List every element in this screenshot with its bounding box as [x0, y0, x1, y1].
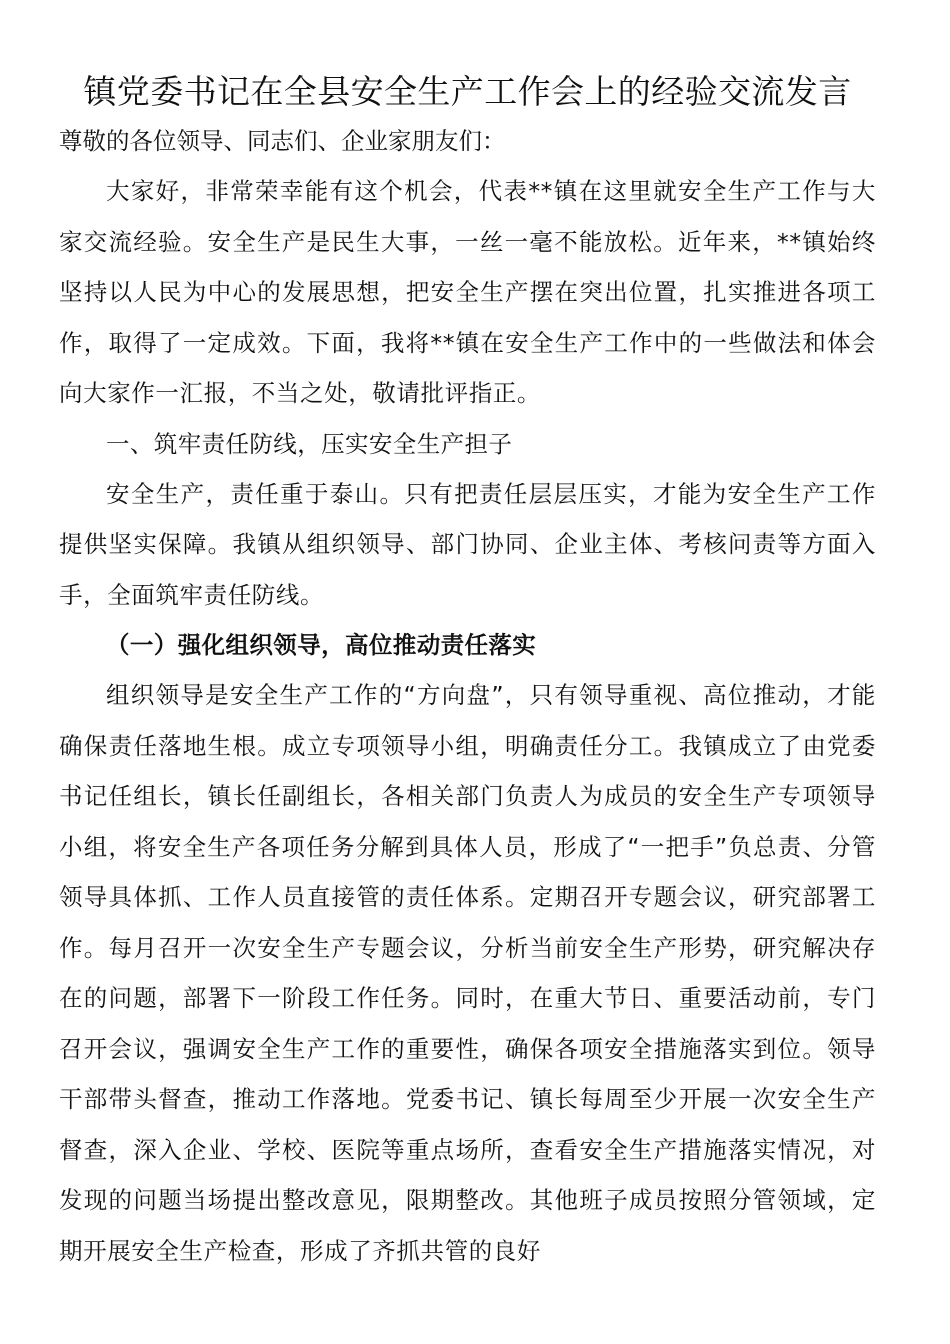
salutation: 尊敬的各位领导、同志们、企业家朋友们：	[59, 127, 506, 155]
section-heading: 一、筑牢责任防线，压实安全生产担子	[106, 429, 513, 458]
subsection-heading: （一）强化组织领导，高位推动责任落实	[106, 631, 537, 659]
intro-paragraph: 大家好，非常荣幸能有这个机会，代表**镇在这里就安全生产工作与大家交流经验。安全生产是民生大事，一丝一毫不能放松。近年来，**镇始终坚持以人民为中心的发展思想，把安全生产摆在突出位置，扎实推进各项工作，取得了一定成效。下面，我将**镇在安全生产工作中的一些做法和体会向大家作一汇报，不当之处，敬请批评指正。	[59, 177, 876, 407]
document-title: 镇党委书记在全县安全生产工作会上的经验交流发言	[83, 72, 852, 111]
section-paragraph: 安全生产，责任重于泰山。只有把责任层层压实，才能为安全生产工作提供坚实保障。我镇从组织领导、部门协同、企业主体、考核问责等方面入手，全面筑牢责任防线。	[59, 479, 876, 609]
subsection-paragraph: 组织领导是安全生产工作的“方向盘”，只有领导重视、高位推动，才能确保责任落地生根。成立专项领导小组，明确责任分工。我镇成立了由党委书记任组长，镇长任副组长，各相关部门负责人为成员的安全生产专项领导小组，将安全生产各项任务分解到具体人员，形成了“一把手”负总责、分管领导具体抓、工作人员直接管的责任体系。定期召开专题会议，研究部署工作。每月召开一次安全生产专题会议，分析当前安全生产形势，研究解决存在的问题，部署下一阶段工作任务。同时，在重大节日、重要活动前，专门召开会议，强调安全生产工作的重要性，确保各项安全措施落实到位。领导干部带头督查，推动工作落地。党委书记、镇长每周至少开展一次安全生产督查，深入企业、学校、医院等重点场所，查看安全生产措施落实情况，对发现的问题当场提出整改意见，限期整改。其他班子成员按照分管领域，定期开展安全生产检查，形成了齐抓共管的良好	[59, 681, 876, 1265]
